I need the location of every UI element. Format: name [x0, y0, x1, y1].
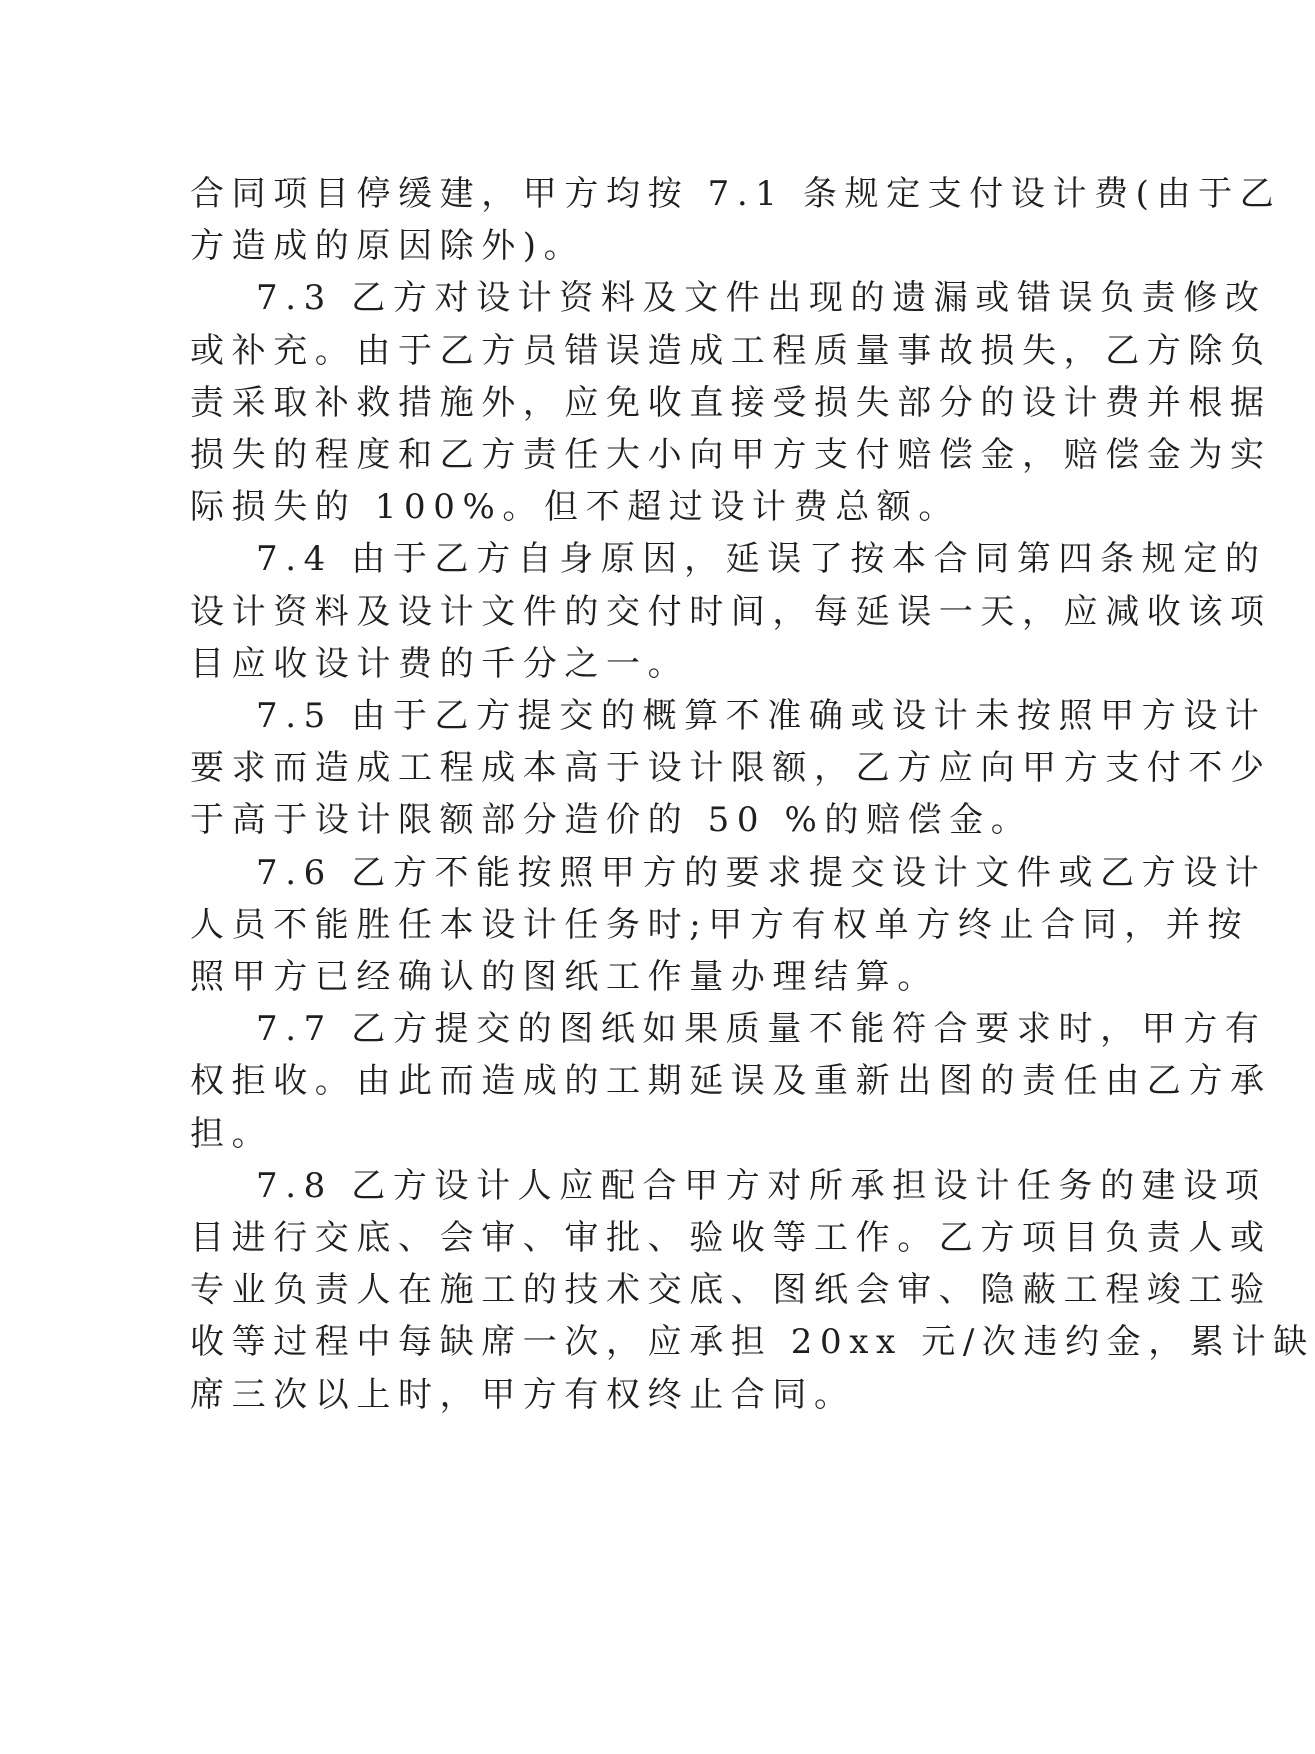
text-line: 合同项目停缓建，甲方均按 7.1 条规定支付设计费(由于乙 [190, 174, 1282, 214]
text-line: 席三次以上时，甲方有权终止合同。 [190, 1374, 856, 1415]
text-line: 于高于设计限额部分造价的 50 %的赔偿金。 [190, 800, 1033, 841]
text-line: 照甲方已经确认的图纸工作量办理结算。 [190, 957, 939, 997]
text-line: 方造成的原因除外)。 [190, 226, 586, 267]
text-line: 担。 [190, 1113, 274, 1154]
text-line: 收等过程中每缺席一次，应承担 20xx 元/次违约金，累计缺 [190, 1322, 1315, 1363]
paragraph-first-line: 7.4 由于乙方自身原因，延误了按本合同第四条规定的 [256, 539, 1267, 580]
text-line: 责采取补救措施外，应免收直接受损失部分的设计费并根据 [190, 382, 1272, 423]
text-line: 权拒收。由此而造成的工期延误及重新出图的责任由乙方承 [190, 1061, 1272, 1102]
text-line: 人员不能胜任本设计任务时;甲方有权单方终止合同，并按 [190, 904, 1250, 945]
text-line: 目进行交底、会审、审批、验收等工作。乙方项目负责人或 [190, 1218, 1272, 1258]
text-line: 设计资料及设计文件的交付时间，每延误一天，应减收该项 [190, 591, 1272, 632]
paragraph-first-line: 7.7 乙方提交的图纸如果质量不能符合要求时，甲方有 [256, 1009, 1267, 1050]
paragraph-first-line: 7.6 乙方不能按照甲方的要求提交设计文件或乙方设计 [256, 852, 1267, 893]
text-line: 要求而造成工程成本高于设计限额，乙方应向甲方支付不少 [190, 748, 1272, 789]
text-line: 或补充。由于乙方员错误造成工程质量事故损失，乙方除负 [190, 330, 1272, 371]
text-line: 目应收设计费的千分之一。 [190, 643, 690, 684]
paragraph-first-line: 7.5 由于乙方提交的概算不准确或设计未按照甲方设计 [256, 696, 1267, 736]
paragraph-first-line: 7.8 乙方设计人应配合甲方对所承担设计任务的建设项 [256, 1165, 1267, 1206]
text-line: 损失的程度和乙方责任大小向甲方支付赔偿金，赔偿金为实 [190, 435, 1272, 475]
text-line: 际损失的 100%。但不超过设计费总额。 [190, 487, 961, 528]
paragraph-first-line: 7.3 乙方对设计资料及文件出现的遗漏或错误负责修改 [256, 278, 1267, 319]
text-line: 专业负责人在施工的技术交底、图纸会审、隐蔽工程竣工验 [190, 1270, 1272, 1311]
